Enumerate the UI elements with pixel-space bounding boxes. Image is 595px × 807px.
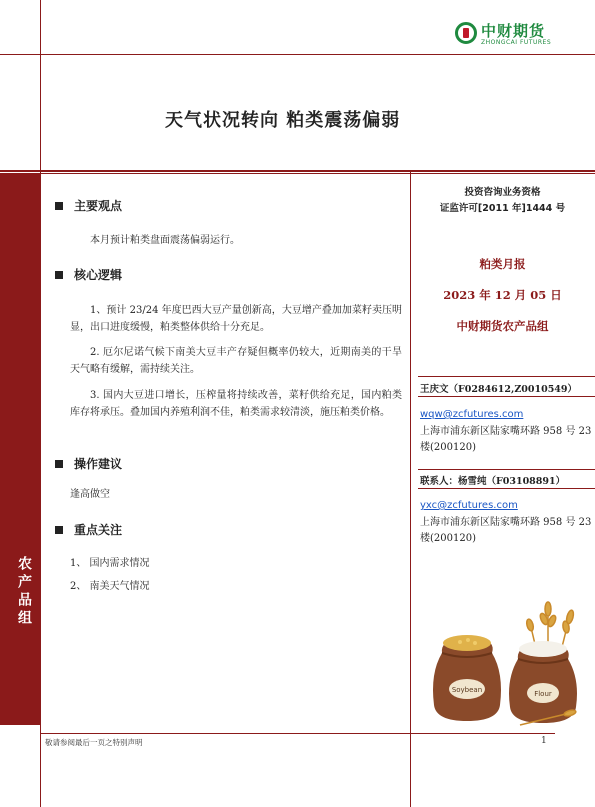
title-divider	[0, 170, 595, 172]
contact-divider	[418, 469, 595, 470]
section-suggestion	[55, 455, 122, 472]
contact-divider	[418, 376, 595, 377]
left-margin-rule	[40, 0, 41, 807]
contact-divider	[418, 396, 595, 397]
bullet-square-icon	[55, 526, 63, 534]
section-core-logic	[55, 266, 122, 283]
section-title: 操作建议	[74, 457, 123, 471]
qualification-text: 投资咨询业务资格	[464, 187, 541, 198]
bullet-square-icon	[55, 271, 63, 279]
column-divider	[410, 172, 411, 807]
contact-person-name: 联系人：杨雪纯（F03108891）	[420, 476, 566, 487]
right-bag-label: Flour	[534, 690, 552, 698]
report-title: 天气状况转向 粕类震荡偏弱	[165, 110, 401, 131]
analyst-email-link[interactable]: wqw@zcfutures.com	[420, 409, 524, 420]
team-name: 中财期货农产品组	[456, 319, 549, 333]
core-logic-item-2: 2. 厄尔尼诺气候下南美大豆丰产存疑但概率仍较大，近期南美的干旱天气略有缓解，需持续关注。	[70, 347, 402, 375]
bullet-square-icon	[55, 202, 63, 210]
contact-divider	[418, 488, 595, 489]
logo-name-en: ZHONGCAI FUTURES	[481, 39, 552, 46]
logo-icon	[455, 22, 477, 44]
company-logo	[455, 20, 565, 50]
analyst-address: 上海市浦东新区陆家嘴环路 958 号 23 楼(200120)	[420, 426, 592, 453]
section-title: 核心逻辑	[74, 268, 123, 282]
license-text: 证监许可[2011 年]1444 号	[439, 203, 566, 214]
footer-divider	[40, 733, 555, 734]
focus-item-2: 2、 南美天气情况	[70, 581, 150, 592]
bullet-square-icon	[55, 460, 63, 468]
title-divider-thin	[0, 173, 595, 174]
grain-bags-illustration	[420, 593, 590, 728]
report-type: 粕类月报	[479, 257, 526, 271]
suggestion-text: 逢高做空	[70, 489, 110, 500]
section-main-view	[55, 197, 122, 214]
footer-disclaimer: 敬请参阅最后一页之特别声明	[45, 738, 143, 747]
analyst-name: 王庆文（F0284612,Z0010549）	[420, 384, 578, 395]
page-number: 1	[541, 736, 547, 746]
report-date: 2023 年 12 月 05 日	[443, 288, 562, 302]
core-logic-item-3: 3. 国内大豆进口增长，压榨量将持续改善，菜籽供给充足，国内粕类库存将承压。叠加国内养殖利润不佳，粕类需求较清淡，施压粕类价格。	[70, 390, 402, 418]
qualification-block	[416, 185, 589, 217]
left-bag-label: Soybean	[451, 686, 483, 694]
core-logic-item-1: 1、预计 23/24 年度巴西大豆产量创新高，大豆增产叠加加菜籽卖压明显，出口进度缓慢，粕类整体供给十分充足。	[70, 305, 402, 333]
category-band	[0, 174, 40, 725]
section-title: 重点关注	[74, 523, 123, 537]
main-view-text: 本月预计粕类盘面震荡偏弱运行。	[90, 235, 240, 246]
logo-name-cn: 中财期货	[481, 22, 546, 40]
contact-email-link[interactable]: yxc@zcfutures.com	[420, 500, 518, 511]
focus-item-1: 1、 国内需求情况	[70, 558, 150, 569]
section-title: 主要观点	[74, 199, 123, 213]
header-divider	[0, 54, 595, 55]
category-label: 农产品组	[16, 556, 32, 628]
section-focus	[55, 521, 122, 538]
contact-address: 上海市浦东新区陆家嘴环路 958 号 23 楼(200120)	[420, 517, 592, 544]
